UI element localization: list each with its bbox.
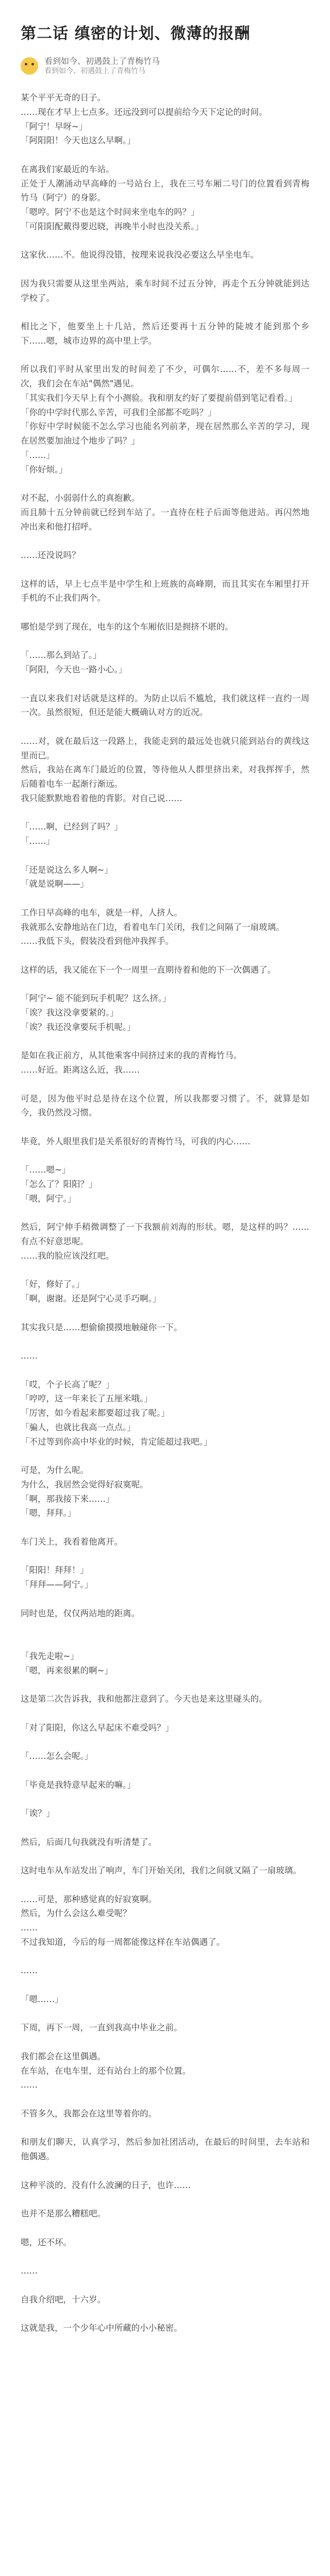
paragraph-spacer <box>21 677 309 691</box>
paragraph: 「啊，那我接下来……」 <box>21 1494 114 1504</box>
paragraph-spacer <box>21 948 309 963</box>
paragraph-spacer <box>21 1149 309 1163</box>
paragraph: 某个平平无奇的日子。 <box>21 93 106 103</box>
paragraph-spacer <box>21 2249 309 2264</box>
paragraph: 「喂，阿宁。」 <box>21 1193 76 1204</box>
paragraph-spacer <box>21 2221 309 2235</box>
paragraph: 「厉害，如今看起来都要超过我了呢。」 <box>21 1408 170 1418</box>
paragraph: 不过我知道，今后的每一周都能像这样在车站偶遇了。 <box>21 1937 225 1947</box>
paragraph-spacer <box>21 849 309 863</box>
paragraph: 在车站，在电车里，还有站台上的那个位置。 <box>21 2065 191 2076</box>
paragraph-spacer <box>21 1035 309 1049</box>
meta-sub: 看到如今、初遇鼓上了青梅竹马 <box>44 67 145 75</box>
paragraph-spacer <box>21 2035 309 2049</box>
paragraph: 「你好烦。」 <box>21 464 68 474</box>
paragraph: 所以我们平时从家里出发的时间差了不少，可偶尔……不，差不多每周一次，我们会在车站"偶然"遇见。 <box>21 364 309 388</box>
paragraph: 是如在我正前方，从其他乘客中间挤过来的我的青梅竹马。 <box>21 1050 242 1061</box>
paragraph: ……对，就在最后这一段路上，我能走到的最远处也就只能到站台的黄线这里而已。 <box>21 736 309 760</box>
paragraph-spacer <box>21 1635 309 1649</box>
paragraph: 相比之下，他要坐上十几站，然后还要再十五分钟的陡坡才能到那个乡下……嗯，城市边界的高中里上学。 <box>21 321 309 346</box>
paragraph: 「怎么了？阳阳？」 <box>21 1179 97 1189</box>
paragraph: 下周，再下一周，一直到我高中毕业之前。 <box>21 2023 183 2033</box>
paragraph: …… <box>21 1923 38 1933</box>
paragraph-spacer <box>21 2192 309 2207</box>
paragraph: 「阳阳！拜拜！」 <box>21 1565 89 1575</box>
paragraph: 「对了阳阳，你这么早起床不难受吗？」 <box>21 1722 174 1733</box>
paragraph: 「不过等到你高中毕业的时候，肯定能超过我吧。」 <box>21 1436 212 1447</box>
paragraph-spacer <box>21 720 309 734</box>
paragraph-spacer <box>21 806 309 820</box>
paragraph: 「嗯，拜拜。」 <box>21 1508 76 1518</box>
paragraph: 可是，因为他平时总是待在这个位置，所以我都要习惯了。不，就算是如今，我仍然没习惯。 <box>21 1093 309 1118</box>
paragraph: 「阿宁~ 能不能到玩手机呢？这么挤。」 <box>21 993 171 1004</box>
chapter-body <box>21 91 309 2576</box>
paragraph: ……还没说吗？ <box>21 550 80 560</box>
avatar <box>21 57 38 75</box>
paragraph: 这样的话，我又能在下一个一周里一直期待着和他的下一次偶遇了。 <box>21 964 276 975</box>
paragraph: 「还是说这么多人啊~」 <box>21 865 113 875</box>
paragraph: 「哼哼，这一年来长了五厘米哦。」 <box>21 1394 153 1404</box>
paragraph: 不管多久，我都会在这里等着你的。 <box>21 2108 157 2119</box>
paragraph-spacer <box>21 1206 309 1221</box>
paragraph-spacer <box>21 1592 309 1606</box>
paragraph-spacer <box>21 534 309 548</box>
paragraph: 「毕竟是我特意早起来的嘛。」 <box>21 1780 136 1790</box>
paragraph: 「好，修好了。」 <box>21 1279 85 1290</box>
meta-text <box>44 56 160 76</box>
paragraph: 「啊，谢谢。还是阿宁心灵手巧啊。」 <box>21 1294 161 1303</box>
paragraph-spacer <box>21 1549 309 1564</box>
paragraph: 而且肺十五分钟前就已经到车站了。一直待在柱子后面等他进站。再闪然地冲出来和他打招呼。 <box>21 507 309 532</box>
paragraph-spacer <box>21 305 309 319</box>
paragraph: 可是，为什么呢。 <box>21 1465 89 1475</box>
paragraph: 「……」 <box>21 836 55 846</box>
paragraph: 哪怕是学到了现在，电车的这个车厢依旧是拥挤不堪的。 <box>21 621 234 632</box>
paragraph: 「我先走啦~」 <box>21 1651 79 1661</box>
paragraph: 这家伙……不。他说得没错，按理来说我没必要这么早坐电车。 <box>21 250 259 260</box>
paragraph: 「嗯……」 <box>21 1994 63 2004</box>
paragraph-spacer <box>21 1306 309 1320</box>
paragraph-spacer <box>21 148 309 162</box>
paragraph-spacer <box>21 262 309 277</box>
paragraph: 我只能默默地看着他的背影。对自己说…… <box>21 793 183 803</box>
paragraph-spacer <box>21 477 309 491</box>
paragraph-spacer <box>21 1677 309 1692</box>
paragraph: 「阿宁！早呀~」 <box>21 121 88 131</box>
paragraph-spacer <box>21 1764 309 1778</box>
paragraph-spacer <box>21 234 309 248</box>
paragraph: 「骗人，也就比我高一点点。」 <box>21 1422 136 1432</box>
paragraph-spacer <box>21 1706 309 1721</box>
paragraph: 这就是我，一个少年心中所藏的小小秘密。 <box>21 2323 183 2333</box>
paragraph: 「哎，个子长高了呢？」 <box>21 1379 114 1389</box>
paragraph: …… <box>21 2080 38 2090</box>
paragraph: 自我介绍吧，十六岁。 <box>21 2294 106 2304</box>
paragraph-spacer <box>21 1821 309 1835</box>
paragraph-spacer <box>21 563 309 577</box>
paragraph: 然后，后面几句我就没有听清楚了。 <box>21 1837 157 1847</box>
paragraph: 「……」 <box>21 450 55 460</box>
paragraph: 「诶？我这没拿要紧的。」 <box>21 1008 119 1018</box>
paragraph: 「……啊，已经到了吗？」 <box>21 822 123 832</box>
paragraph: 也并不是那么糟糕吧。 <box>21 2209 106 2218</box>
paragraph: 这种平淡的、没有什么波澜的日子，也许…… <box>21 2180 191 2190</box>
paragraph-spacer <box>21 1520 309 1535</box>
paragraph: 「可阳阳配戴得要迟晓，再晚半小时也没关系。」 <box>21 221 204 231</box>
paragraph-spacer <box>21 891 309 906</box>
paragraph-spacer <box>21 977 309 992</box>
paragraph-spacer <box>21 1849 309 1863</box>
paragraph: 「你好中学时候能不怎么学习也能名列前茅，现在居然那么辛苦的学习，现在居然要加油过个地步了吗？」 <box>21 421 309 446</box>
meta-source[interactable]: 看到如今、初遇鼓上了青梅竹马 <box>44 56 160 66</box>
paragraph: 这时电车从车站发出了响声，车门开始关闭，我们之间就又隔了一扇玻璃。 <box>21 1866 302 1875</box>
paragraph: 我就那么安静地站在门边，看着电车门关闭，我们之间隔了一扇玻璃。 <box>21 922 285 932</box>
paragraph: 这是第二次告诉我，我和他都注意到了。今天也是来这里碰头的。 <box>21 1694 268 1704</box>
paragraph: 「你的中学时代那么辛苦，可我们全部都不吃吗？」 <box>21 407 217 417</box>
paragraph: 「诶？」 <box>21 1808 55 1818</box>
paragraph: 毕竟，外人眼里我们是关系很好的青梅竹马，可我的内心…… <box>21 1136 251 1146</box>
paragraph: …… <box>21 1351 38 1361</box>
paragraph: 工作日早高峰的电车，就是一样，人挤人。 <box>21 907 183 918</box>
paragraph: …… <box>21 2266 38 2276</box>
paragraph: ……我的脸应该没红吧。 <box>21 1250 114 1261</box>
paragraph: 一直以来我们对话就是这样的。为防止以后不尴尬，我们就这样一直约一周一次。虽然很短，但还是能大概确认对方的近况。 <box>21 693 309 718</box>
paragraph: 然后，阿宁伸手稍微调整了一下我额前刘海的形状。嗯，是这样的吗？……有点不好意思呢。 <box>21 1222 309 1246</box>
paragraph: 然后，为什么会这么难受呢？ <box>21 1908 131 1919</box>
paragraph-spacer <box>21 1077 309 1092</box>
paragraph-spacer <box>21 634 309 649</box>
paragraph-spacer <box>21 1363 309 1378</box>
paragraph: 其实我只是……想偷偷摸摸地触碰你一下。 <box>21 1322 183 1332</box>
paragraph-spacer <box>21 2278 309 2293</box>
paragraph: …… <box>21 1965 38 1976</box>
paragraph: ……现在才早上七点多。还远没到可以提前给今天下定论的时间。 <box>21 107 268 117</box>
paragraph-spacer <box>21 605 309 620</box>
paragraph: 因为我只需要从这里坐两站，乘车时间不过五分钟，再走个五分钟就能到达学校了。 <box>21 278 309 303</box>
paragraph-spacer <box>21 2121 309 2136</box>
chapter-meta <box>21 56 309 76</box>
paragraph-spacer <box>21 1620 309 1635</box>
paragraph: 对不起，小弱弱什么的真抱歉。 <box>21 493 140 503</box>
paragraph: 「其实我们今天早上有个小测验。我和朋友约好了要提前借到笔记看看。」 <box>21 393 298 403</box>
paragraph: 为什么，我居然会觉得好寂寞呢。 <box>21 1479 148 1489</box>
paragraph-spacer <box>21 2092 309 2107</box>
paragraph: 「……嗯~」 <box>21 1165 71 1175</box>
paragraph: 和朋友们聊天，认真学习，然后参加社团活动，在最后的时间里，去车站和他偶遇。 <box>21 2137 309 2161</box>
paragraph: 「……那么到站了。」 <box>21 650 102 660</box>
paragraph: 「就是说啊——」 <box>21 879 89 889</box>
paragraph: 车门关上，我看着他离开。 <box>21 1536 123 1547</box>
paragraph-spacer <box>21 1449 309 1463</box>
paragraph-spacer <box>21 1735 309 1749</box>
paragraph: 「诶？我还没拿要玩手机呢。」 <box>21 1022 136 1032</box>
paragraph-spacer <box>21 2164 309 2178</box>
paragraph: 「嗯，再来很累的啊~」 <box>21 1665 113 1675</box>
paragraph: 嗯，还不坏。 <box>21 2237 72 2247</box>
paragraph-spacer <box>21 1878 309 1892</box>
paragraph-spacer <box>21 1950 309 1964</box>
paragraph: ……好近。距离这么近，我…… <box>21 1065 140 1075</box>
paragraph-spacer <box>21 1120 309 1134</box>
paragraph: 这样的话，早上七点半是中学生和上班族的高峰期，而且其实在车厢里打开手机的不止我们两个。 <box>21 579 309 603</box>
paragraph: 同时也是，仅仅两站地的距离。 <box>21 1608 140 1618</box>
paragraph: 在离我们家最近的车站。 <box>21 164 114 174</box>
paragraph-spacer <box>21 1263 309 1278</box>
paragraph-spacer <box>21 1334 309 1349</box>
paragraph: 然后，我站在离车门最近的位置，等待他从人群里挤出来，对我挥挥手，然后随着电车一起渐行渐远。 <box>21 765 309 789</box>
paragraph: 「……怎么会呢。」 <box>21 1751 93 1761</box>
paragraph: 「拜拜——阿宁。」 <box>21 1580 93 1589</box>
paragraph-spacer <box>21 1792 309 1806</box>
paragraph: 正处于人潮涌动早高峰的一号站台上，我在三号车厢二号门的位置看到青梅竹马（阿宁）的身影。 <box>21 178 309 203</box>
paragraph-spacer <box>21 2307 309 2321</box>
paragraph: 「嗯哼。阿宁不也是这个时间来坐电车的吗？」 <box>21 207 200 217</box>
paragraph: ……我低下头，假装没看到他冲我挥手。 <box>21 936 174 946</box>
paragraph-spacer <box>21 348 309 363</box>
paragraph: ……可是，那种感觉真的好寂寞啊。 <box>21 1894 157 1904</box>
paragraph: 「阿阳，今天也一路小心。」 <box>21 665 127 674</box>
paragraph: 我们都会在这里偶遇。 <box>21 2051 106 2061</box>
paragraph: 「阿阳阳！今天也这么早啊。」 <box>21 135 136 146</box>
chapter-title: 第二话 缜密的计划、微薄的报酬 <box>21 25 251 43</box>
paragraph-spacer <box>21 1978 309 1992</box>
paragraph-spacer <box>21 2007 309 2021</box>
